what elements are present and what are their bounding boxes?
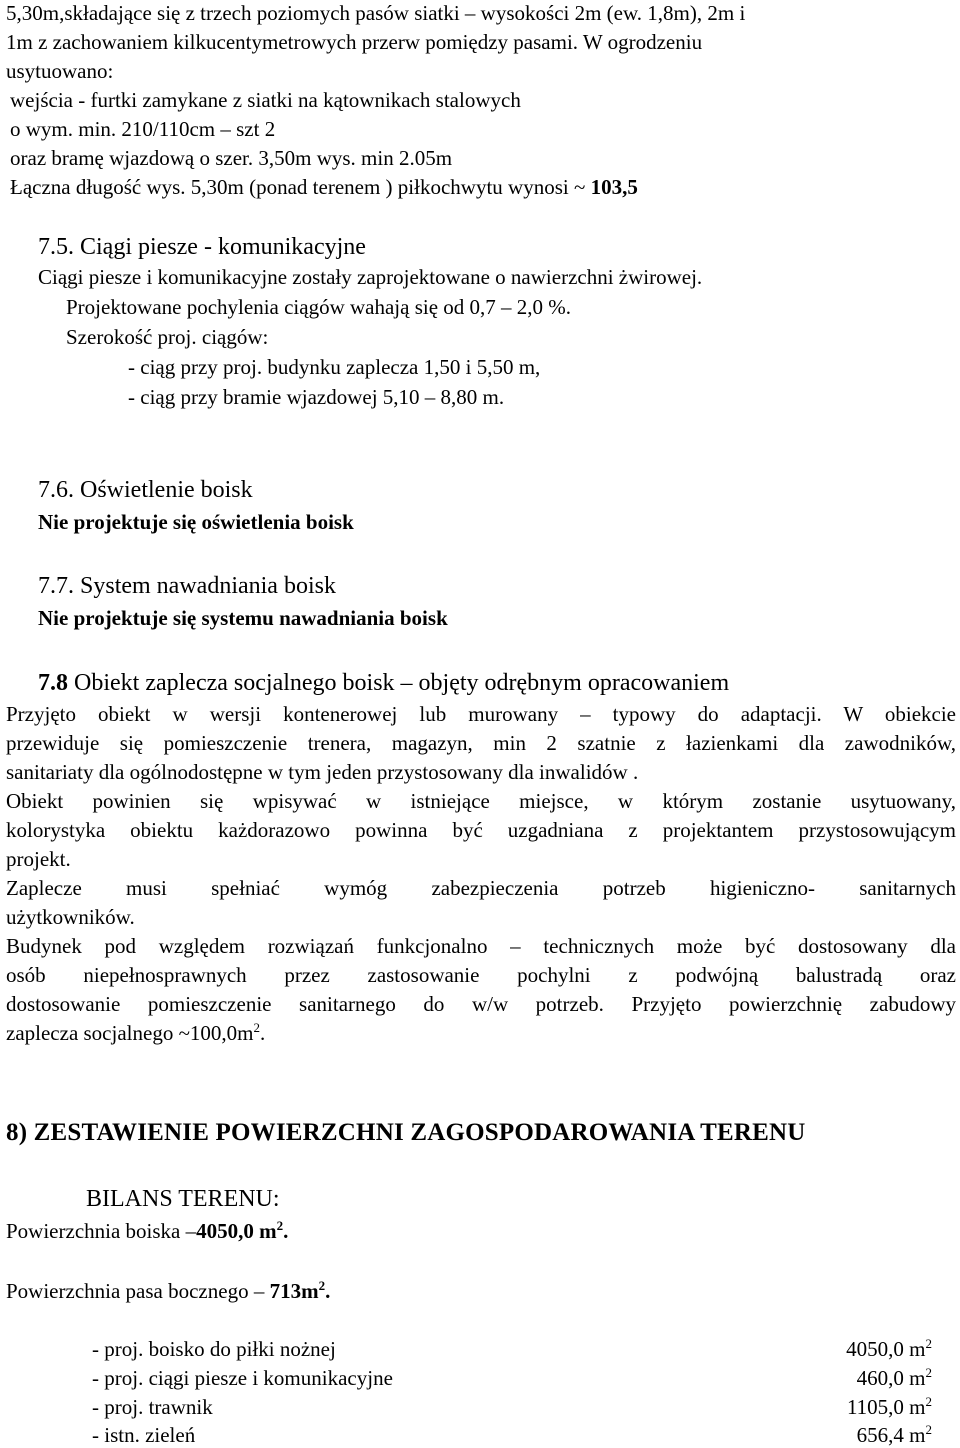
intro-line: o wym. min. 210/110cm – szt 2 bbox=[10, 117, 276, 141]
list-item: - ciąg przy proj. budynku zaplecza 1,50 i 5,50 m, bbox=[128, 355, 541, 379]
paragraph-line: Ciągi piesze i komunikacyjne zostały zaprojektowane o nawierzchni żwirowej. bbox=[38, 265, 703, 289]
section-number: 7.8 bbox=[38, 670, 68, 696]
section-heading-7-7: 7.7. System nawadniania boisk bbox=[38, 573, 336, 599]
area-end: . bbox=[325, 1279, 331, 1303]
intro-length-value: 103,5 bbox=[590, 175, 638, 199]
row-value-number: 1105,0 m bbox=[846, 1395, 926, 1419]
area-value: 713m bbox=[269, 1279, 319, 1303]
row-name: - proj. trawnik bbox=[92, 1395, 213, 1419]
area-summary-strip bbox=[6, 1278, 330, 1304]
paragraph-line: Szerokość proj. ciągów: bbox=[66, 325, 269, 349]
area-label: Powierzchnia boiska – bbox=[6, 1219, 197, 1243]
superscript: 2 bbox=[925, 1365, 932, 1380]
area-value: 4050,0 m bbox=[196, 1219, 277, 1243]
area-label: Powierzchnia pasa bocznego – bbox=[6, 1279, 270, 1303]
row-name: - istn. zieleń bbox=[92, 1423, 196, 1447]
paragraph-line: sanitariaty dla ogólnodostępne w tym jeden przystosowany dla inwalidów . bbox=[6, 760, 639, 784]
intro-line: 1m z zachowaniem kilkucentymetrowych przerw pomiędzy pasami. W ogrodzeniu bbox=[6, 30, 703, 54]
section-title: Obiekt zaplecza socjalnego boisk – objęty odrębnym opracowaniem bbox=[68, 670, 730, 696]
area-end: . bbox=[283, 1219, 289, 1243]
paragraph-line: Zaplecze musi spełniać wymóg zabezpieczenia potrzeb higieniczno- sanitarnych bbox=[6, 876, 956, 900]
paragraph-line: Przyjęto obiekt w wersji kontenerowej lub murowany – typowy do adaptacji. W obiekcie bbox=[6, 702, 956, 726]
chapter-heading-8: 8) ZESTAWIENIE POWIERZCHNI ZAGOSPODAROWANIA TERENU bbox=[6, 1119, 806, 1146]
paragraph-line: osób niepełnosprawnych przez zastosowanie pochylni z podwójną balustradą oraz bbox=[6, 963, 956, 987]
paragraph-line: użytkowników. bbox=[6, 905, 135, 929]
intro-line bbox=[10, 174, 638, 200]
paragraph-line: dostosowanie pomieszczenie sanitarnego do w/w potrzeb. Przyjęto powierzchnię zabudowy bbox=[6, 992, 956, 1016]
section-heading-7-6: 7.6. Oświetlenie boisk bbox=[38, 477, 253, 503]
bilans-heading: BILANS TERENU: bbox=[86, 1186, 280, 1212]
row-name: - proj. boisko do piłki nożnej bbox=[92, 1337, 336, 1361]
intro-line: 5,30m,składające się z trzech poziomych pasów siatki – wysokości 2m (ew. 1,8m), 2m i bbox=[6, 1, 746, 25]
paragraph-line: przewiduje się pomieszczenie trenera, magazyn, min 2 szatnie z łazienkami dla zawodników, bbox=[6, 731, 956, 755]
section-heading-7-5: 7.5. Ciągi piesze - komunikacyjne bbox=[38, 234, 366, 260]
paragraph-line bbox=[6, 1020, 265, 1046]
superscript: 2 bbox=[318, 1278, 326, 1293]
intro-line: usytuowano: bbox=[6, 59, 114, 83]
intro-text: Łączna długość wys. 5,30m (ponad terenem ) piłkochwytu wynosi ~ bbox=[10, 175, 591, 199]
row-value bbox=[847, 1394, 932, 1420]
row-value bbox=[846, 1336, 932, 1362]
superscript: 2 bbox=[925, 1336, 932, 1351]
superscript: 2 bbox=[253, 1020, 261, 1035]
row-value-number: 4050,0 m bbox=[846, 1337, 926, 1361]
paragraph-line: Obiekt powinien się wpisywać w istniejące miejsce, w którym zostanie usytuowany, bbox=[6, 789, 956, 813]
row-name: - proj. ciągi piesze i komunikacyjne bbox=[92, 1366, 393, 1390]
section-heading-7-8 bbox=[38, 670, 729, 696]
row-value bbox=[857, 1365, 932, 1391]
row-value-number: 656,4 m bbox=[856, 1423, 926, 1447]
section-note: Nie projektuje się systemu nawadniania boisk bbox=[38, 606, 448, 630]
intro-line: oraz bramę wjazdową o szer. 3,50m wys. min 2.05m bbox=[10, 146, 453, 170]
intro-line: wejścia - furtki zamykane z siatki na kątownikach stalowych bbox=[10, 88, 521, 112]
row-value-number: 460,0 m bbox=[856, 1366, 926, 1390]
paragraph-line: Budynek pod względem rozwiązań funkcjonalno – technicznych może być dostosowany dla bbox=[6, 934, 956, 958]
paragraph-line: Projektowane pochylenia ciągów wahają się od 0,7 – 2,0 %. bbox=[66, 295, 572, 319]
paragraph-line: kolorystyka obiektu każdorazowo powinna być uzgadniana z projektantem przystosowującym bbox=[6, 818, 956, 842]
superscript: 2 bbox=[925, 1394, 932, 1409]
row-value bbox=[857, 1422, 932, 1448]
list-item: - ciąg przy bramie wjazdowej 5,10 – 8,80 m. bbox=[128, 385, 505, 409]
superscript: 2 bbox=[276, 1218, 284, 1233]
superscript: 2 bbox=[925, 1422, 932, 1437]
area-summary-pitch bbox=[6, 1218, 288, 1244]
section-note: Nie projektuje się oświetlenia boisk bbox=[38, 510, 354, 534]
paragraph-text: zaplecza socjalnego ~100,0m bbox=[6, 1021, 254, 1045]
paragraph-text: . bbox=[260, 1021, 266, 1045]
paragraph-line: projekt. bbox=[6, 847, 71, 871]
